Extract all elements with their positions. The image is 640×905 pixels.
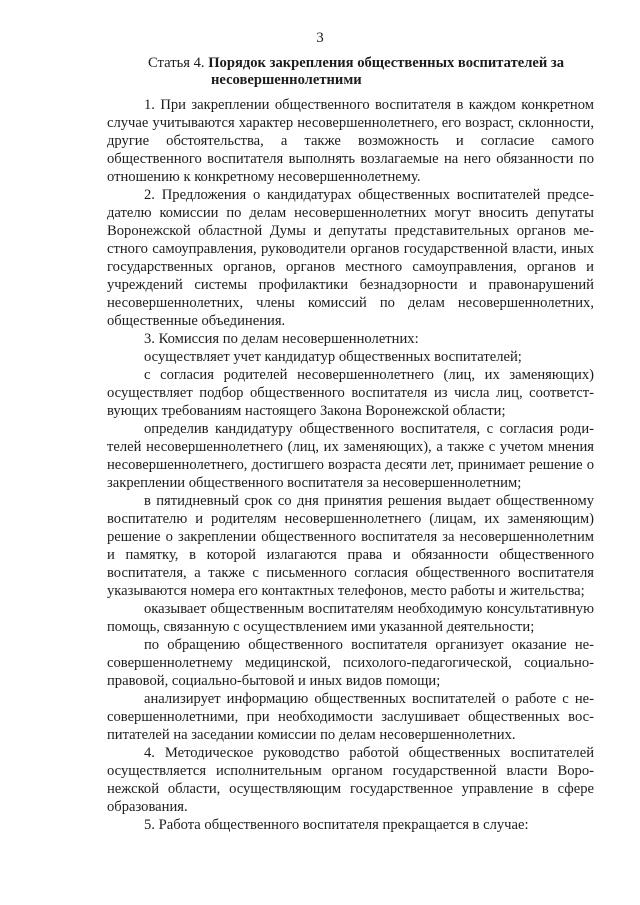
paragraph-2: 2. Предложения о кандидатурах общественных воспитателей председателю комиссии по делам несовершеннолетних могут вносить депутаты Воронежской областной Думы и депутаты представительных органов местного самоуправления, руководители органов государственной власти, иных государственных органов, органов местного самоуправления, органов и учреждений системы профилактики безнадзорности и правонарушений несовершеннолетних, члены комиссий по делам несовершеннолетних, общественные объединения. [107, 187, 594, 329]
page-number: 3 [316, 30, 324, 46]
article-body [107, 96, 594, 834]
article-heading-line1: Порядок закрепления общественных воспитателей за [208, 55, 565, 71]
paragraph-4: 4. Методическое руководство работой общественных воспитателей осуществляется исполнительным органом государственной власти Воронежской области, осуществляющим государственное управление в сфере образования. [107, 745, 594, 815]
paragraph-3-item-7: анализирует информацию общественных воспитателей о работе с несовершеннолетними, при необходимости заслушивает общественных воспитателей на заседании комиссии по делам несовершеннолетних. [107, 691, 594, 743]
paragraph-3: 3. Комиссия по делам несовершеннолетних: [144, 331, 419, 347]
paragraph-3-item-3: определив кандидатуру общественного воспитателя, с согласия родителей несовершеннолетнего (лиц, их заменяющих), а также с учетом мнения несовершеннолетнего, достигшего возраста десяти лет, принимает решение о закреплении общественного воспитателя за несовершеннолетним; [107, 421, 594, 491]
paragraph-3-item-4: в пятидневный срок со дня принятия решения выдает общественному воспитателю и родителям несовершеннолетнего (лицам, их заменяющим) решение о закреплении общественного воспитателя за несовершеннолетним и памятку, в которой излагаются права и обязанности общественного воспитателя, а также с письменного согласия общественного воспитателя указываются номера его контактных телефонов, место работы и жительства; [107, 493, 594, 599]
paragraph-3-item-1: осуществляет учет кандидатур общественных воспитателей; [144, 349, 522, 365]
paragraph-1: 1. При закреплении общественного воспитателя в каждом конкретном случае учитываются характер несовершеннолетнего, его возраст, склонности, другие обстоятельства, а также возможность и согласие самого общественного воспитателя выполнять возлагаемые на него обязанности по отношению к конкретному несовершеннолетнему. [107, 97, 594, 185]
article-heading-line2: несовершеннолетними [211, 72, 362, 88]
paragraph-5: 5. Работа общественного воспитателя прекращается в случае: [144, 817, 529, 833]
paragraph-3-item-2: с согласия родителей несовершеннолетнего (лиц, их заменяющих) осуществляет подбор общественного воспитателя из числа лиц, соответствующих требованиям настоящего Закона Воронежской области; [107, 367, 594, 419]
paragraph-3-item-5: оказывает общественным воспитателям необходимую консультативную помощь, связанную с осуществлением ими указанной деятельности; [107, 601, 594, 635]
paragraph-3-item-6: по обращению общественного воспитателя организует оказание несовершеннолетнему медицинской, психолого-педагогической, социально-правовой, социально-бытовой и иных видов помощи; [107, 637, 594, 689]
article-title [148, 55, 588, 89]
article-label: Статья 4. [148, 55, 205, 71]
